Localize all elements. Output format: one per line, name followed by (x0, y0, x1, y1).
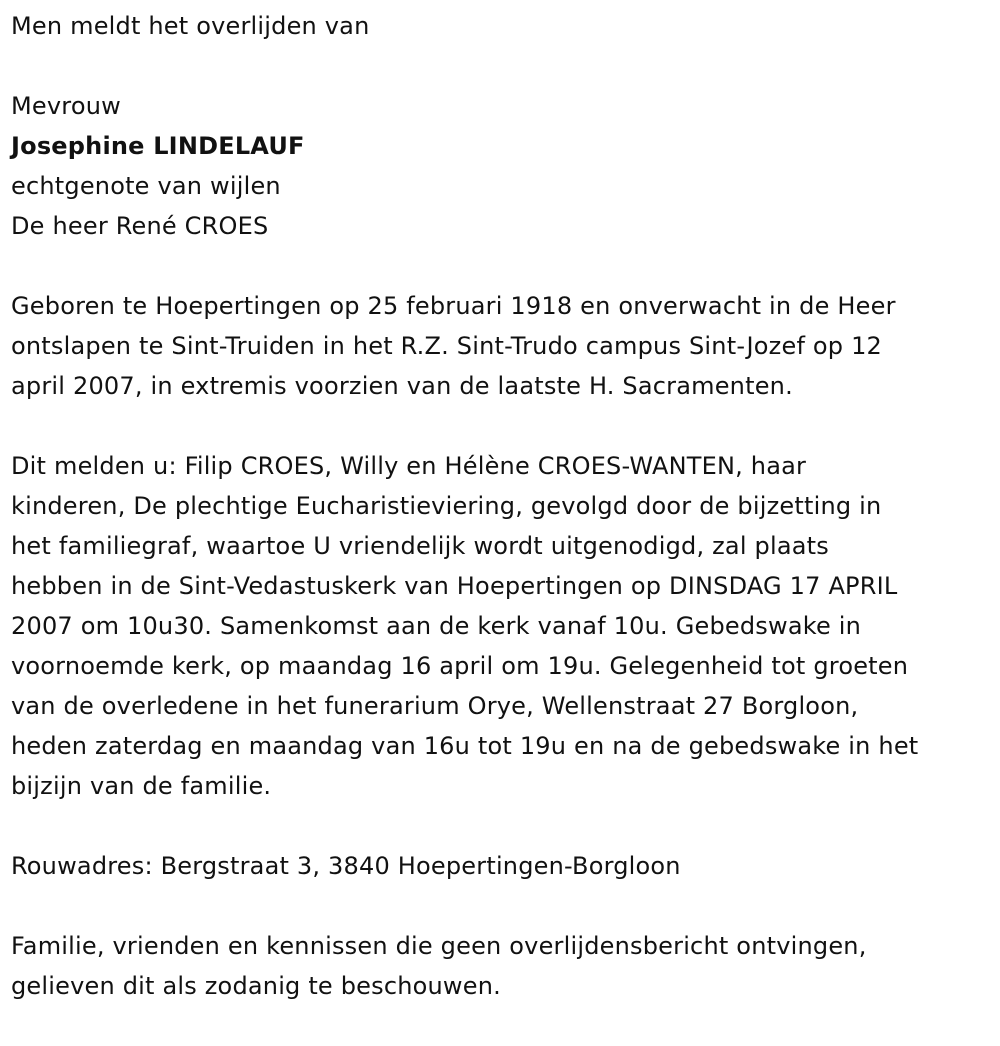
paragraph-line: Familie, vrienden en kennissen die geen overlijdensbericht ontvingen, (11, 932, 867, 960)
paragraph-line: voornoemde kerk, op maandag 16 april om 19u. Gelegenheid tot groeten (11, 652, 909, 680)
title-prefix: Mevrouw (11, 92, 121, 120)
relation-text: echtgenote van wijlen (11, 172, 281, 200)
paragraph-line: ontslapen te Sint-Truiden in het R.Z. Sint-Trudo campus Sint-Jozef op 12 (11, 332, 883, 360)
spouse-name: De heer René CROES (11, 212, 269, 240)
death-notice (11, 6, 991, 1006)
paragraph-line: bijzijn van de familie. (11, 772, 272, 800)
mourning-address: Rouwadres: Bergstraat 3, 3840 Hoepertingen-Borgloon (11, 852, 681, 880)
paragraph-line: hebben in de Sint-Vedastuskerk van Hoepertingen op DINSDAG 17 APRIL (11, 572, 898, 600)
spacer (11, 46, 991, 86)
spacer (11, 246, 991, 286)
paragraph-line: gelieven dit als zodanig te beschouwen. (11, 972, 501, 1000)
spacer (11, 806, 991, 846)
paragraph-line: april 2007, in extremis voorzien van de laatste H. Sacramenten. (11, 372, 793, 400)
deceased-name: Josephine LINDELAUF (11, 132, 305, 160)
intro-text: Men meldt het overlijden van (11, 12, 370, 40)
paragraph-line: van de overledene in het funerarium Orye, Wellenstraat 27 Borgloon, (11, 692, 859, 720)
closing-paragraph (11, 926, 991, 1006)
paragraph-line: kinderen, De plechtige Eucharistieviering, gevolgd door de bijzetting in (11, 492, 882, 520)
paragraph-line: het familiegraf, waartoe U vriendelijk wordt uitgenodigd, zal plaats (11, 532, 829, 560)
paragraph-line: heden zaterdag en maandag van 16u tot 19u en na de gebedswake in het (11, 732, 919, 760)
spacer (11, 406, 991, 446)
birth-paragraph (11, 286, 991, 406)
spacer (11, 886, 991, 926)
paragraph-line: Geboren te Hoepertingen op 25 februari 1918 en onverwacht in de Heer (11, 292, 896, 320)
paragraph-line: 2007 om 10u30. Samenkomst aan de kerk vanaf 10u. Gebedswake in (11, 612, 862, 640)
announcement-paragraph (11, 446, 991, 806)
paragraph-line: Dit melden u: Filip CROES, Willy en Hélène CROES-WANTEN, haar (11, 452, 807, 480)
